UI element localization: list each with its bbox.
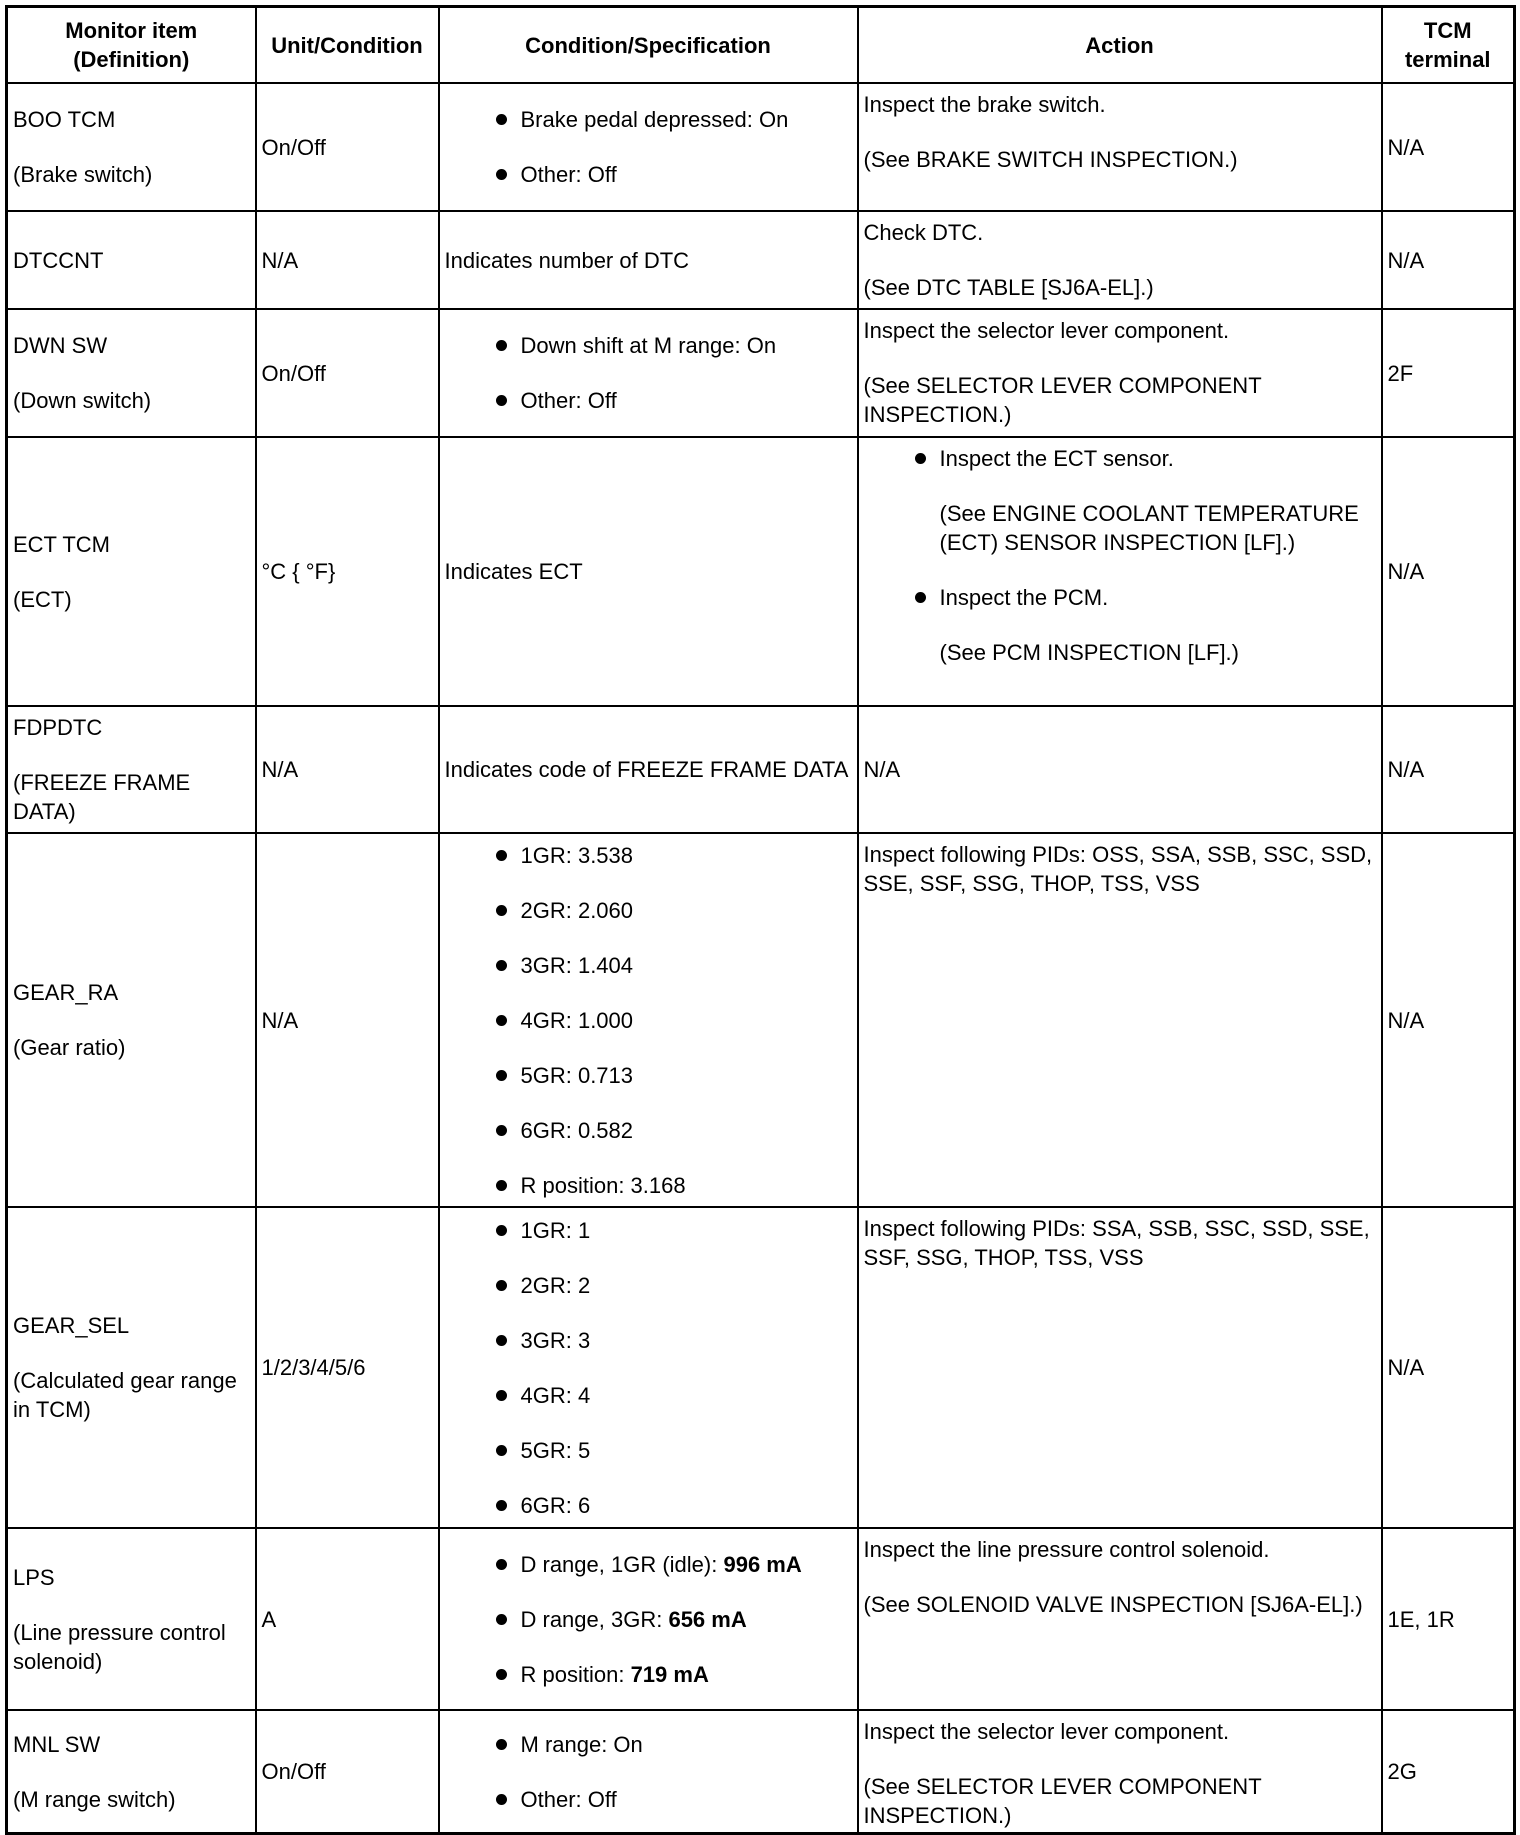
- condition-text: Down shift at M range: On: [520, 333, 777, 358]
- monitor-item-text: (ECT): [13, 586, 72, 612]
- condition-bullet: [445, 1730, 852, 1759]
- monitor-item-text: FDPDTC: [13, 715, 103, 740]
- condition-bullet: [445, 331, 852, 360]
- condition-text: Other: Off: [520, 162, 617, 187]
- monitor-item-table: [5, 5, 1516, 1835]
- condition-text: D range, 3GR:: [520, 1606, 669, 1632]
- table-row: [7, 706, 1515, 833]
- action-text: Inspect the selector lever component.: [863, 1719, 1230, 1744]
- header-row: [7, 7, 1515, 84]
- monitor-item-text: (Brake switch): [13, 162, 153, 187]
- action-text: (See SELECTOR LEVER COMPONENT INSPECTION.): [863, 373, 1262, 427]
- condition-bullet: [445, 841, 852, 870]
- monitor-item-text: GEAR_SEL: [13, 1313, 130, 1338]
- condition-text: 996 mA: [723, 1551, 802, 1577]
- table-row: [7, 437, 1515, 706]
- header-tcm-terminal: TCM terminal: [1382, 7, 1515, 84]
- condition-text: R position:: [520, 1661, 631, 1687]
- action-text: (See SOLENOID VALVE INSPECTION [SJ6A-EL].): [863, 1592, 1363, 1617]
- action-text: Inspect the line pressure control solenoid.: [863, 1537, 1270, 1562]
- action-bullet: Inspect the ECT sensor.: [864, 444, 1376, 473]
- table-row: [7, 83, 1515, 211]
- tcm-terminal-cell: N/A: [1382, 83, 1515, 211]
- unit-cell: N/A: [256, 211, 439, 309]
- action-text: (See BRAKE SWITCH INSPECTION.): [863, 147, 1238, 172]
- header-monitor-item: Monitor item (Definition): [7, 7, 256, 84]
- unit-cell: °C { °F}: [256, 437, 439, 706]
- action-cell: [858, 83, 1382, 211]
- monitor-item-cell: [7, 1207, 256, 1528]
- condition-text: 6GR: 6: [520, 1492, 591, 1518]
- monitor-item-text: (Line pressure control solenoid): [13, 1619, 226, 1674]
- condition-text: 719 mA: [630, 1661, 709, 1687]
- monitor-item-cell: [7, 1710, 256, 1834]
- monitor-item-cell: [7, 1528, 256, 1710]
- monitor-item-text: DWN SW: [13, 333, 108, 358]
- monitor-item-text: (M range switch): [13, 1786, 176, 1812]
- condition-text: 3GR: 1.404: [520, 952, 634, 978]
- tcm-terminal-cell: 1E, 1R: [1382, 1528, 1515, 1710]
- monitor-item-cell: [7, 437, 256, 706]
- tcm-terminal-cell: N/A: [1382, 437, 1515, 706]
- condition-text: Other: Off: [520, 1786, 617, 1812]
- action-cell: [858, 309, 1382, 437]
- condition-text: Indicates ECT: [444, 559, 583, 584]
- condition-bullet: [445, 896, 852, 925]
- condition-text: 1GR: 1: [520, 1217, 591, 1243]
- condition-bullet: [445, 1491, 852, 1520]
- condition-cell: [439, 211, 858, 309]
- monitor-item-text: (Calculated gear range in TCM): [13, 1368, 237, 1422]
- action-text: N/A: [863, 757, 901, 782]
- tcm-terminal-cell: 2G: [1382, 1710, 1515, 1834]
- action-text: Inspect following PIDs: SSA, SSB, SSC, SSD, SSE, SSF, SSG, THOP, TSS, VSS: [863, 1216, 1370, 1270]
- condition-text: R position: 3.168: [520, 1172, 686, 1198]
- condition-bullet: [445, 1216, 852, 1245]
- condition-text: 5GR: 5: [520, 1437, 591, 1463]
- monitor-item-cell: [7, 706, 256, 833]
- header-action: Action: [858, 7, 1382, 84]
- action-text: (See PCM INSPECTION [LF].): [939, 640, 1239, 665]
- condition-bullet: [445, 386, 852, 415]
- condition-text: 1GR: 3.538: [520, 842, 634, 868]
- table-row: [7, 1207, 1515, 1528]
- monitor-item-cell: [7, 83, 256, 211]
- condition-bullet: [445, 1271, 852, 1300]
- action-cell: [858, 1710, 1382, 1834]
- header-unit-condition: Unit/Condition: [256, 7, 439, 84]
- condition-text: M range: On: [520, 1731, 643, 1757]
- condition-bullet: [445, 1381, 852, 1410]
- condition-text: 5GR: 0.713: [520, 1062, 634, 1088]
- condition-bullet: [445, 1171, 852, 1200]
- tcm-terminal-cell: N/A: [1382, 833, 1515, 1207]
- action-text: (See DTC TABLE [SJ6A-EL].): [863, 275, 1154, 300]
- unit-cell: On/Off: [256, 309, 439, 437]
- action-text: Inspect the selector lever component.: [863, 318, 1230, 343]
- table-row: [7, 1528, 1515, 1710]
- monitor-item-cell: [7, 833, 256, 1207]
- monitor-item-text: ECT TCM: [13, 531, 110, 557]
- condition-bullet: [445, 1061, 852, 1090]
- unit-cell: A: [256, 1528, 439, 1710]
- condition-cell: [439, 437, 858, 706]
- action-cell: [858, 1528, 1382, 1710]
- condition-cell: [439, 1207, 858, 1528]
- action-text: Check DTC.: [863, 220, 984, 245]
- monitor-item-text: BOO TCM: [13, 107, 116, 132]
- table-row: [7, 211, 1515, 309]
- action-cell: [858, 1207, 1382, 1528]
- condition-bullet: [445, 1436, 852, 1465]
- unit-cell: On/Off: [256, 1710, 439, 1834]
- condition-text: Indicates number of DTC: [444, 247, 690, 273]
- condition-bullet: [445, 1605, 852, 1634]
- condition-bullet: [445, 1550, 852, 1579]
- unit-cell: N/A: [256, 706, 439, 833]
- header-condition-specification: Condition/Specification: [439, 7, 858, 84]
- condition-text: D range, 1GR (idle):: [520, 1551, 724, 1577]
- action-text: Inspect the brake switch.: [863, 92, 1106, 117]
- table-row: [7, 309, 1515, 437]
- tcm-terminal-cell: 2F: [1382, 309, 1515, 437]
- condition-text: Brake pedal depressed: On: [520, 107, 789, 132]
- action-text: (See ENGINE COOLANT TEMPERATURE (ECT) SENSOR INSPECTION [LF].): [939, 501, 1359, 555]
- action-cell: [858, 706, 1382, 833]
- monitor-item-text: (Gear ratio): [13, 1035, 126, 1060]
- condition-text: 3GR: 3: [520, 1327, 591, 1353]
- monitor-item-text: MNL SW: [13, 1731, 101, 1757]
- condition-text: 2GR: 2.060: [520, 897, 634, 923]
- condition-bullet: [445, 1326, 852, 1355]
- monitor-item-cell: [7, 211, 256, 309]
- monitor-item-text: DTCCNT: [13, 247, 104, 273]
- condition-bullet: [445, 1116, 852, 1145]
- tcm-terminal-cell: N/A: [1382, 1207, 1515, 1528]
- monitor-item-cell: [7, 309, 256, 437]
- action-bullet: Inspect the PCM.: [864, 583, 1376, 612]
- condition-cell: [439, 706, 858, 833]
- condition-bullet: [445, 160, 852, 189]
- action-text: (See SELECTOR LEVER COMPONENT INSPECTION.): [863, 1774, 1262, 1828]
- condition-bullet: [445, 105, 852, 134]
- monitor-item-text: LPS: [13, 1564, 55, 1590]
- condition-text: 4GR: 1.000: [520, 1007, 634, 1033]
- unit-cell: 1/2/3/4/5/6: [256, 1207, 439, 1528]
- condition-text: 6GR: 0.582: [520, 1117, 634, 1143]
- table-row: [7, 833, 1515, 1207]
- condition-cell: [439, 833, 858, 1207]
- condition-bullet: [445, 1006, 852, 1035]
- condition-text: 2GR: 2: [520, 1272, 591, 1298]
- condition-cell: [439, 1528, 858, 1710]
- condition-bullet: [445, 1785, 852, 1814]
- action-cell: [858, 211, 1382, 309]
- condition-cell: [439, 83, 858, 211]
- condition-text: 656 mA: [668, 1606, 747, 1632]
- action-cell: [858, 437, 1382, 706]
- tcm-terminal-cell: N/A: [1382, 211, 1515, 309]
- monitor-item-text: GEAR_RA: [13, 980, 119, 1005]
- tcm-terminal-cell: N/A: [1382, 706, 1515, 833]
- condition-bullet: [445, 1660, 852, 1689]
- condition-bullet: [445, 951, 852, 980]
- condition-cell: [439, 1710, 858, 1834]
- monitor-item-text: (FREEZE FRAME DATA): [13, 770, 191, 824]
- condition-cell: [439, 309, 858, 437]
- condition-text: Other: Off: [520, 388, 617, 413]
- monitor-item-text: (Down switch): [13, 388, 152, 413]
- table-row: [7, 1710, 1515, 1834]
- action-text: Inspect following PIDs: OSS, SSA, SSB, SSC, SSD, SSE, SSF, SSG, THOP, TSS, VSS: [863, 842, 1373, 896]
- condition-text: Indicates code of FREEZE FRAME DATA: [444, 757, 849, 782]
- condition-text: 4GR: 4: [520, 1382, 591, 1408]
- action-cell: [858, 833, 1382, 1207]
- unit-cell: N/A: [256, 833, 439, 1207]
- unit-cell: On/Off: [256, 83, 439, 211]
